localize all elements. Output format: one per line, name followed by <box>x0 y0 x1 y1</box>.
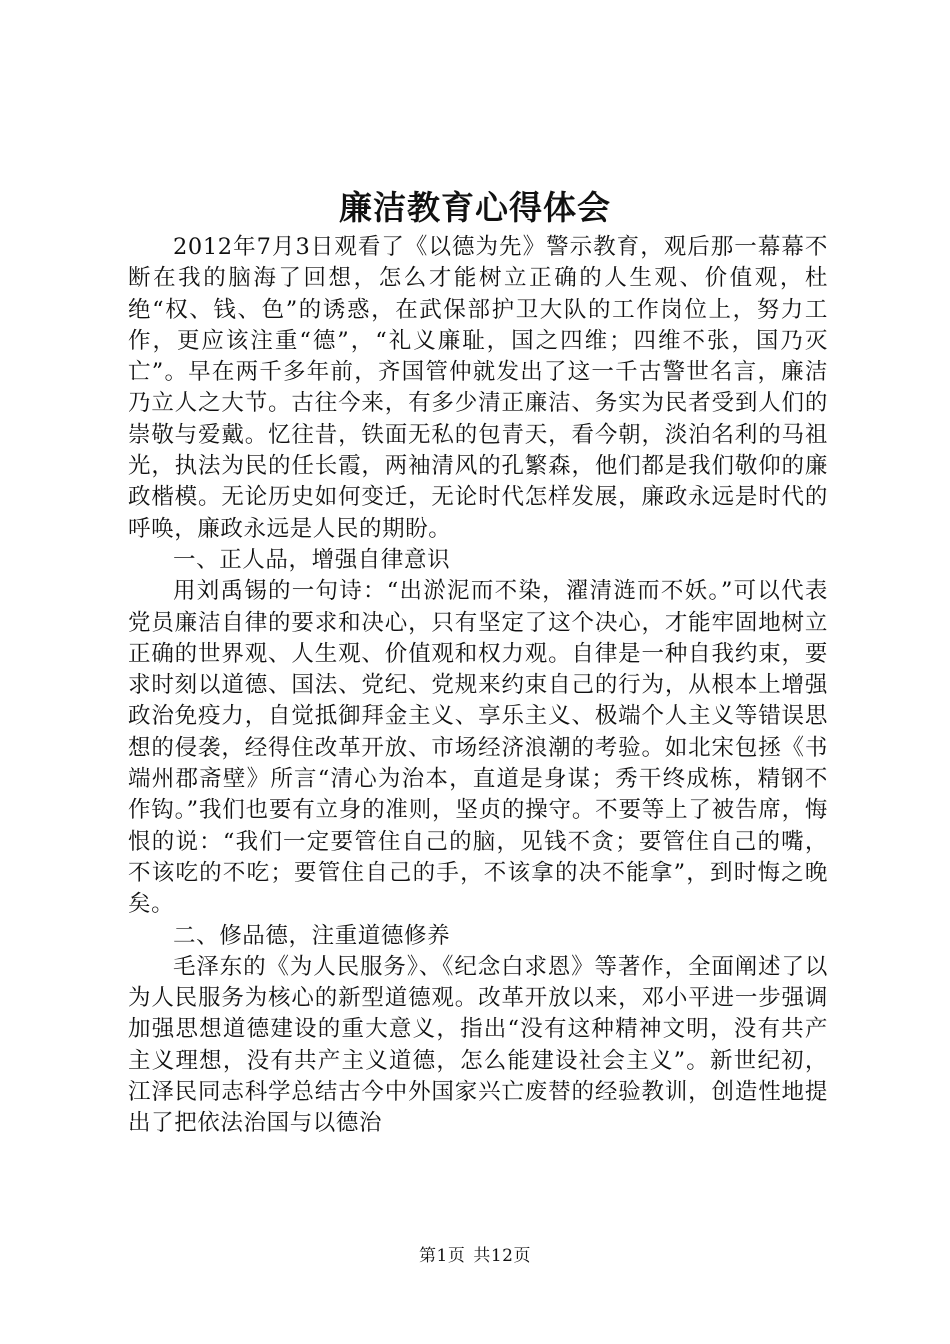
page-total: 共12页 <box>473 1246 531 1266</box>
document-title: 廉洁教育心得体会 <box>339 188 611 227</box>
section-heading-2: 二、修品德，注重道德修养 <box>173 922 451 949</box>
page-footer <box>0 1244 950 1268</box>
document-body <box>128 232 828 1140</box>
paragraph-intro: 2012年7月3日观看了《以德为先》警示教育，观后那一幕幕不断在我的脑海了回想，怎么才能树立正确的人生观、价值观，杜绝“权、钱、色”的诱惑，在武保部护卫大队的工作岗位上，努力工作，更应该注重“德”，“礼义廉耻，国之四维；四维不张，国乃灭亡”。早在两千多年前，齐国管仲就发出了这一千古警世名言，廉洁乃立人之大节。古往今来，有多少清正廉洁、务实为民者受到人们的崇敬与爱戴。忆往昔，铁面无私的包青天，看今朝，淡泊名利的马祖光，执法为民的任长霞，两袖清风的孔繁森，他们都是我们敬仰的廉政楷模。无论历史如何变迁，无论时代怎样发展，廉政永远是时代的呼唤，廉政永远是人民的期盼。 <box>128 234 828 542</box>
paragraph-section-2: 毛泽东的《为人民服务》、《纪念白求恩》等著作，全面阐述了以为人民服务为核心的新型道德观。改革开放以来，邓小平进一步强调加强思想道德建设的重大意义，指出“没有这种精神文明，没有共产主义理想，没有共产主义道德，怎么能建设社会主义”。新世纪初，江泽民同志科学总结古今中外国家兴亡废替的经验教训，创造性地提出了把依法治国与以德治 <box>128 953 828 1137</box>
page-number: 第1页 <box>419 1246 466 1266</box>
section-heading-1: 一、正人品，增强自律意识 <box>173 546 451 573</box>
paragraph-section-1: 用刘禹锡的一句诗：“出淤泥而不染，濯清涟而不妖。”可以代表党员廉洁自律的要求和决心，只有坚定了这个决心，才能牢固地树立正确的世界观、人生观、价值观和权力观。自律是一种自我约束，要求时刻以道德、国法、党纪、党规来约束自己的行为，从根本上增强政治免疫力，自觉抵御拜金主义、享乐主义、极端个人主义等错误思想的侵袭，经得住改革开放、市场经济浪潮的考验。如北宋包拯《书端州郡斋壁》所言“清心为治本，直道是身谋；秀干终成栋，精钢不作钩。”我们也要有立身的准则，坚贞的操守。不要等上了被告席，悔恨的说：“我们一定要管住自己的脑，见钱不贪；要管住自己的嘴，不该吃的不吃；要管住自己的手，不该拿的决不能拿”，到时悔之晚矣。 <box>128 578 828 918</box>
